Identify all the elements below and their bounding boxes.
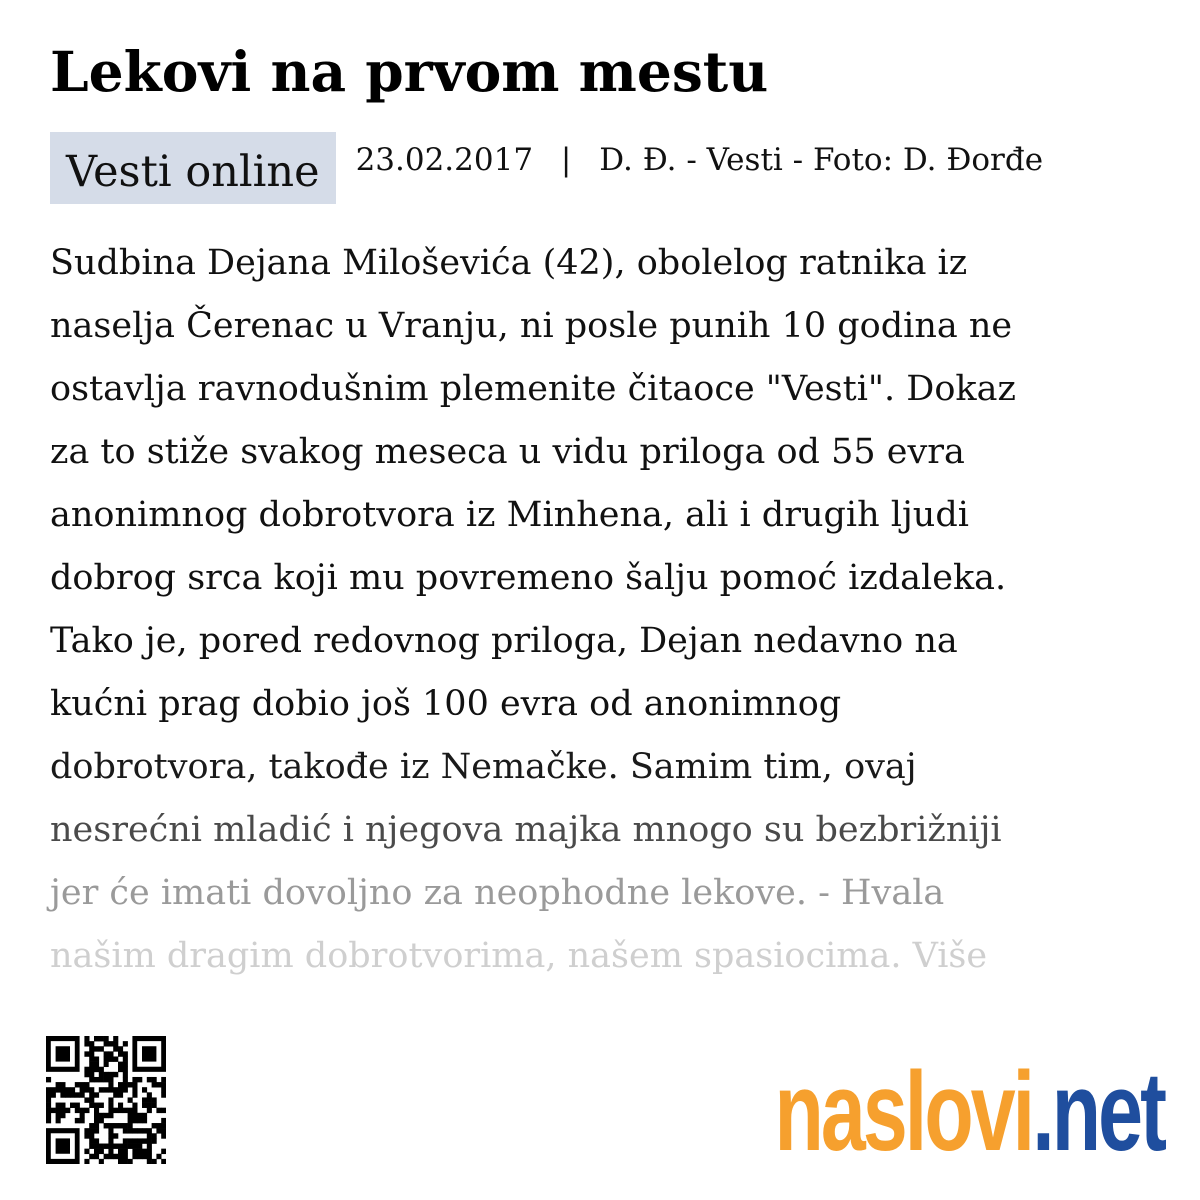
- article-meta: [50, 132, 1043, 204]
- article-line: nesrećni mladić i njegova majka mnogo su bezbrižniji: [50, 810, 1002, 850]
- article-title: Lekovi na prvom mestu: [50, 39, 769, 104]
- logo-text-net: .net: [1032, 1049, 1164, 1174]
- article-line: anonimnog dobrotvora iz Minhena, ali i drugih ljudi: [50, 495, 969, 535]
- article-line: ostavlja ravnodušnim plemenite čitaoce "Vesti". Dokaz: [50, 369, 1016, 409]
- meta-info: [356, 142, 1043, 178]
- naslovi-logo[interactable]: [774, 1049, 1164, 1174]
- article-byline: D. Đ. - Vesti - Foto: D. Đorđe: [599, 142, 1044, 178]
- logo-text-naslovi: naslovi: [774, 1049, 1033, 1174]
- article-line: jer će imati dovoljno za neophodne lekove. - Hvala: [50, 873, 945, 913]
- article-date: 23.02.2017: [355, 142, 534, 178]
- article-line: kućni prag dobio još 100 evra od anonimnog: [50, 684, 842, 724]
- article-line: dobrog srca koji mu povremeno šalju pomoć izdaleka.: [50, 558, 1007, 598]
- source-badge[interactable]: Vesti online: [50, 132, 336, 204]
- meta-separator: |: [560, 142, 572, 178]
- article-line: našim dragim dobrotvorima, našem spasiocima. Više: [50, 936, 988, 976]
- article-line: dobrotvora, takođe iz Nemačke. Samim tim, ovaj: [50, 747, 917, 787]
- article-line: Sudbina Dejana Miloševića (42), obolelog ratnika iz: [50, 243, 968, 283]
- article-line: naselja Čerenac u Vranju, ni posle punih 10 godina ne: [50, 306, 1013, 346]
- qr-code-icon[interactable]: [46, 1036, 166, 1164]
- article-line: za to stiže svakog meseca u vidu priloga od 55 evra: [50, 432, 965, 472]
- article-body: [50, 232, 1160, 988]
- article-line: Tako je, pored redovnog priloga, Dejan nedavno na: [50, 621, 958, 661]
